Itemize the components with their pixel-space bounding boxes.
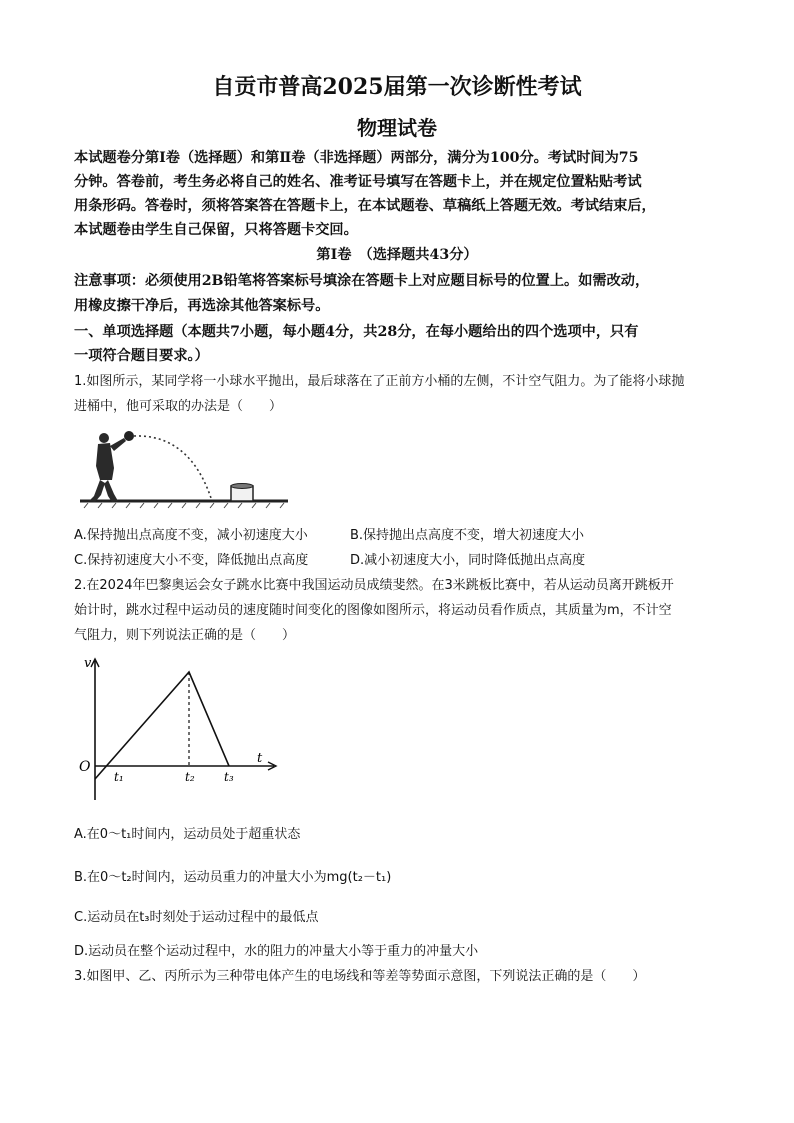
- intro-line: 本试题卷由学生自己保留，只将答题卡交回。: [74, 222, 358, 238]
- intro-line: 分钟。答卷前，考生务必将自己的姓名、准考证号填写在答题卡上，并在规定位置粘贴考试: [74, 174, 642, 190]
- part1-heading: 第Ⅰ卷 （选择题共43分）: [316, 247, 478, 263]
- tick-t3: t₃: [224, 770, 234, 784]
- q1-option-a: A.保持抛出点高度不变，减小初速度大小: [74, 528, 308, 543]
- exam-title: 自贡市普高2025届第一次诊断性考试: [212, 74, 582, 100]
- q2-option-d: D.运动员在整个运动过程中，水的阻力的冲量大小等于重力的冲量大小: [74, 944, 479, 959]
- v-axis-label: v: [84, 656, 92, 671]
- notice-line: 注意事项：必须使用2B铅笔将答案标号填涂在答题卡上对应题目标号的位置上。如需改动，: [74, 273, 650, 289]
- ground-hatching: [84, 503, 284, 508]
- q1-option-b: B.保持抛出点高度不变，增大初速度大小: [350, 528, 585, 543]
- section-heading: 一项符合题目要求。）: [74, 348, 209, 364]
- notice-line: 用橡皮擦干净后，再选涂其他答案标号。: [74, 298, 330, 314]
- tick-t1: t₁: [114, 770, 124, 784]
- q3-stem: 3.如图甲、乙、丙所示为三种带电体产生的电场线和等差等势面示意图，下列说法正确的是（ ）: [74, 969, 646, 984]
- origin-label: O: [79, 759, 91, 775]
- ball: [124, 431, 134, 441]
- tick-t2: t₂: [185, 770, 195, 784]
- q2-option-c: C.运动员在t₃时刻处于运动过程中的最低点: [74, 910, 319, 925]
- q2-stem: 气阻力，则下列说法正确的是（ ）: [74, 628, 296, 643]
- t-axis-label: t: [257, 751, 263, 766]
- q2-vt-graph: [74, 655, 284, 805]
- q1-stem: 进桶中，他可采取的办法是（ ）: [74, 399, 283, 414]
- q1-option-d: D.减小初速度大小，同时降低抛出点高度: [350, 553, 586, 568]
- q2-option-b: B.在0～t₂时间内，运动员重力的冲量大小为mg(t₂－t₁): [74, 870, 392, 885]
- q2-stem: 始计时，跳水过程中运动员的速度随时间变化的图像如图所示，将运动员看作质点，其质量为m，不计空: [74, 603, 672, 618]
- exam-subtitle: 物理试卷: [357, 116, 437, 140]
- intro-line: 用条形码。答卷时，须将答案答在答题卡上，在本试题卷、草稿纸上答题无效。考试结束后，: [74, 198, 656, 214]
- thrower-figure: [89, 433, 126, 502]
- velocity-line: [95, 672, 229, 779]
- bucket: [231, 484, 253, 502]
- intro-line: 本试题卷分第Ⅰ卷（选择题）和第Ⅱ卷（非选择题）两部分，满分为100分。考试时间为75: [74, 150, 639, 166]
- q1-stem: 1.如图所示，某同学将一小球水平抛出，最后球落在了正前方小桶的左侧，不计空气阻力。为了能将小球抛: [74, 374, 685, 389]
- q2-option-a: A.在0～t₁时间内，运动员处于超重状态: [74, 827, 301, 842]
- q2-stem: 2.在2024年巴黎奥运会女子跳水比赛中我国运动员成绩斐然。在3米跳板比赛中，若从运动员离开跳板开: [74, 578, 674, 593]
- trajectory-dotted: [134, 436, 211, 498]
- q1-figure: [74, 428, 294, 512]
- q1-option-c: C.保持初速度大小不变，降低抛出点高度: [74, 553, 309, 568]
- section-heading: 一、单项选择题（本题共7小题，每小题4分，共28分，在每小题给出的四个选项中，只有: [74, 324, 639, 340]
